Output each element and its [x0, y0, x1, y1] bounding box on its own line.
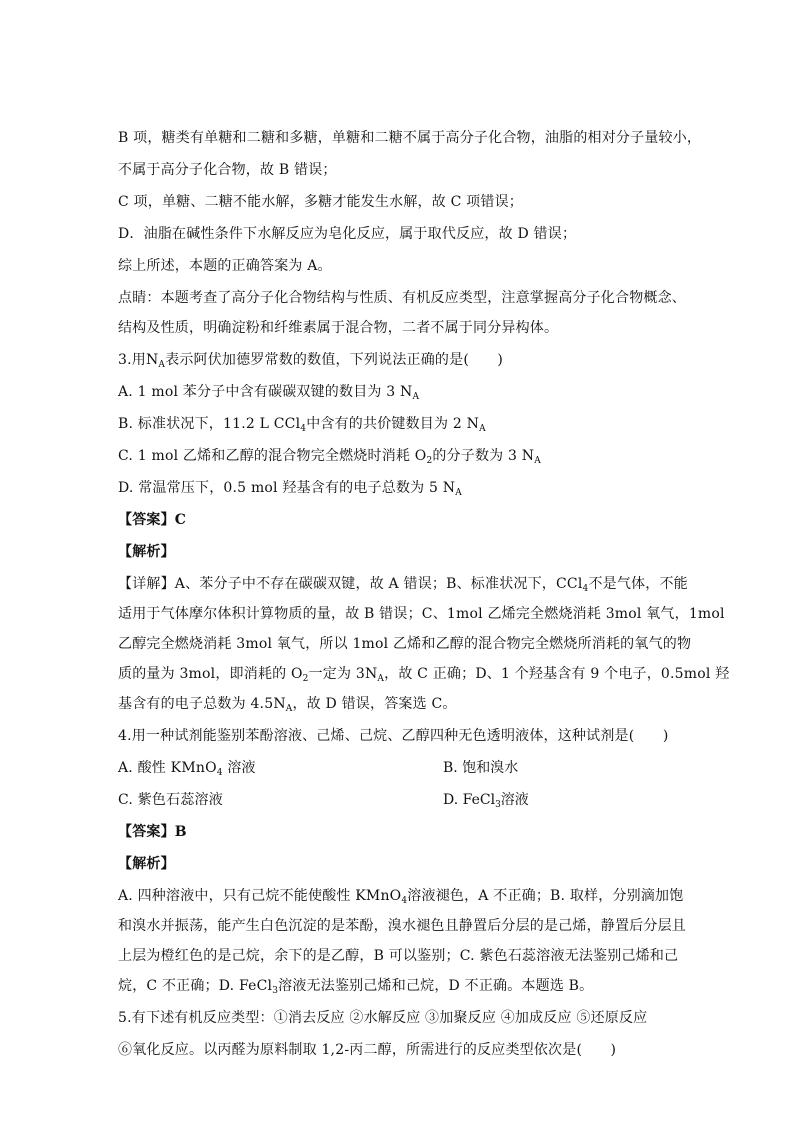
text-line: 点睛：本题考查了高分子化合物结构与性质、有机反应类型，注意掌握高分子化合物概念、 — [118, 290, 686, 306]
question-3-detail: 【详解】A、苯分子中不存在碳碳双键，故 A 错误；B、标准状况下，CCl$_4$不是气体，不能 — [118, 576, 688, 594]
question-4-option-d: D. FeCl$_3$溶液 — [443, 792, 529, 810]
text-line: 结构及性质，明确淀粉和纤维素属于混合物，二者不属于同分异构体。 — [118, 320, 559, 336]
question-4-analysis-heading: 【解析】 — [118, 856, 175, 872]
question-4-detail: A. 四种溶液中，只有己烷不能使酸性 KMnO$_4$溶液褪色，A 不正确；B. 取样，分别滴加饱 — [118, 888, 684, 906]
question-4-option-b: B. 饱和溴水 — [443, 760, 519, 776]
text-line: D．油脂在碱性条件下水解反应为皂化反应，属于取代反应，故 D 错误； — [118, 226, 577, 242]
question-4-detail: 上层为橙红色的是己烷，余下的是乙醇，B 可以鉴别；C. 紫色石蕊溶液无法鉴别己烯和己 — [118, 948, 679, 964]
question-3-option-a: A. 1 mol 苯分子中含有碳碳双键的数目为 3 $N_A$ — [118, 384, 420, 402]
question-5-stem: 5.有下述有机反应类型：①消去反应 ②水解反应 ③加聚反应 ④加成反应 ⑤还原反应 — [118, 1010, 648, 1026]
question-3-option-d: D. 常温常压下，0.5 mol 羟基含有的电子总数为 5 $N_A$ — [118, 480, 462, 498]
question-3-detail: 基含有的电子总数为 $4.5N_A$，故 D 错误，答案选 C。 — [118, 696, 457, 714]
question-4-stem: 4.用一种试剂能鉴别苯酚溶液、己烯、己烷、乙醇四种无色透明液体，这种试剂是( ) — [118, 728, 669, 744]
text-line: 综上所述，本题的正确答案为 A。 — [118, 258, 332, 274]
question-4-detail: 和溴水并振荡，能产生白色沉淀的是苯酚，溴水褪色且静置后分层的是己烯，静置后分层且 — [118, 918, 686, 934]
question-3-detail: 乙醇完全燃烧消耗 3mol 氧气，所以 1mol 乙烯和乙醇的混合物完全燃烧所消耗的氧气的物 — [118, 636, 692, 652]
text-line: B 项，糖类有单糖和二糖和多糖，单糖和二糖不属于高分子化合物，油脂的相对分子量较小， — [118, 130, 702, 146]
question-4-option-a: A. 酸性 KMnO$_4$ 溶液 — [118, 760, 256, 778]
question-3-detail: 质的量为 3mol，即消耗的 $O_2$一定为 $3N_A$，故 C 正确；D、1 个羟基含有 9 个电子，0.5mol 羟 — [118, 666, 730, 684]
text-line: 不属于高分子化合物，故 B 错误； — [118, 162, 337, 178]
question-4-option-c: C. 紫色石蕊溶液 — [118, 792, 223, 808]
question-3-option-c: C. 1 mol 乙烯和乙醇的混合物完全燃烧时消耗 $O_2$的分子数为 3 $N_A$ — [118, 448, 541, 466]
question-3-option-b: B. 标准状况下，11.2 L CCl$_4$中含有的共价键数目为 2 $N_A$ — [118, 416, 486, 434]
question-3-detail: 适用于气体摩尔体积计算物质的量，故 B 错误；C、1mol 乙烯完全燃烧消耗 3mol 氧气，1mol — [118, 606, 725, 622]
question-3-stem: 3.用$N_A$表示阿伏加德罗常数的数值，下列说法正确的是( ) — [118, 352, 504, 370]
question-3-answer: 【答案】C — [118, 512, 187, 528]
question-4-answer: 【答案】B — [118, 824, 187, 840]
question-4-detail: 烷，C 不正确；D. FeCl$_3$溶液无法鉴别己烯和己烷，D 不正确。本题选 B。 — [118, 978, 594, 996]
question-3-analysis-heading: 【解析】 — [118, 544, 175, 560]
question-5-stem: ⑥氧化反应。以丙醛为原料制取 1,2-丙二醇，所需进行的反应类型依次是( ) — [118, 1042, 617, 1058]
text-line: C 项，单糖、二糖不能水解，多糖才能发生水解，故 C 项错误； — [118, 194, 523, 210]
